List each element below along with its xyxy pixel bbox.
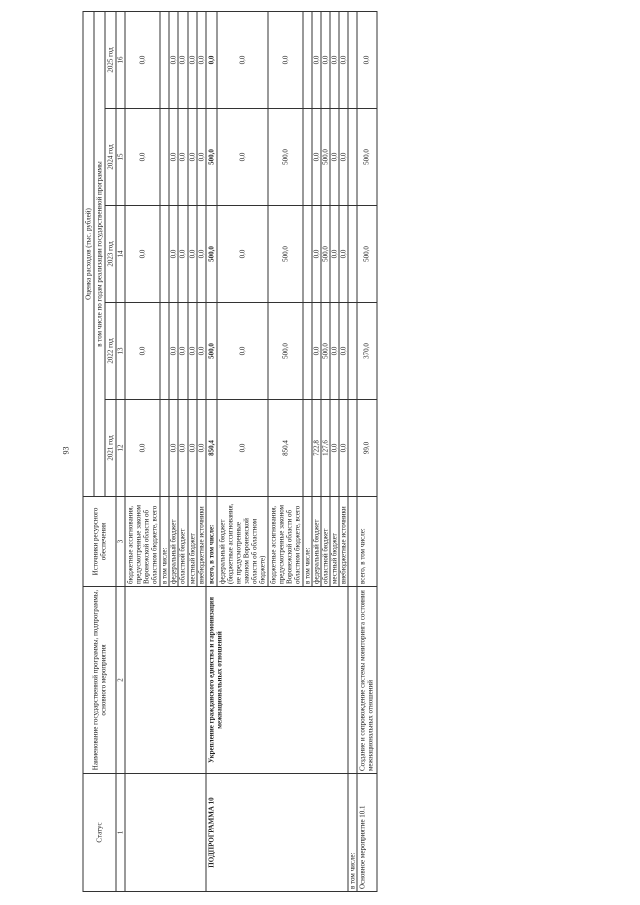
value-cell: 0,0 bbox=[178, 400, 187, 497]
source-cell: федеральный бюджет bbox=[312, 497, 321, 587]
value-cell: 500,0 bbox=[206, 109, 217, 206]
value-cell: 0,0 bbox=[197, 109, 206, 206]
value-cell: 500,0 bbox=[268, 109, 303, 206]
value-cell: 0,0 bbox=[268, 11, 303, 108]
page-number: 93 bbox=[61, 446, 71, 455]
table-row bbox=[348, 11, 357, 891]
source-cell: всего, в том числе: bbox=[357, 497, 376, 587]
source-cell: всего, в том числе: bbox=[206, 497, 217, 587]
value-cell: 722,8 bbox=[312, 400, 321, 497]
value-cell: 0,0 bbox=[312, 303, 321, 400]
value-cell: 850,4 bbox=[268, 400, 303, 497]
value-cell: 0,0 bbox=[125, 11, 160, 108]
source-cell: внебюджетные источники bbox=[339, 497, 348, 587]
source-cell: бюджетные ассигнования, предусмотренные законом Воронежской области об областном бюджете, всего bbox=[268, 497, 303, 587]
value-cell: 0,0 bbox=[217, 206, 268, 303]
source-cell: бюджетные ассигнования, предусмотренные законом Воронежской области об областном бюджете, всего bbox=[125, 497, 160, 587]
col-number: 3 bbox=[116, 497, 125, 587]
value-cell: 850,4 bbox=[206, 400, 217, 497]
value-cell: 0,0 bbox=[339, 303, 348, 400]
header-estimate: Оценка расходов (тыс. рублей) bbox=[83, 11, 94, 496]
header-year: 2021 год bbox=[105, 400, 116, 497]
value-cell: 0,0 bbox=[330, 400, 339, 497]
value-cell: 0,0 bbox=[312, 11, 321, 108]
source-cell: областной бюджет bbox=[321, 497, 330, 587]
value-cell: 0,0 bbox=[330, 303, 339, 400]
column-numbers-row bbox=[116, 11, 125, 891]
subprogram-status: ПОДПРОГРАММА 10 bbox=[206, 774, 349, 892]
value-cell: 0,0 bbox=[357, 11, 376, 108]
value-cell: 500,0 bbox=[206, 206, 217, 303]
value-cell: 0,0 bbox=[217, 109, 268, 206]
value-cell: 0,0 bbox=[188, 11, 197, 108]
header-source: Источники ресурсного обеспечения bbox=[83, 497, 116, 587]
value-cell: 0,0 bbox=[321, 11, 330, 108]
value-cell: 500,0 bbox=[321, 303, 330, 400]
col-number: 16 bbox=[116, 11, 125, 108]
value-cell: 500,0 bbox=[321, 206, 330, 303]
header-name: Наименование государственной программы, подпрограммы, основного мероприятия bbox=[83, 587, 116, 774]
source-cell: федеральный бюджет bbox=[169, 497, 178, 587]
header-year: 2022 год bbox=[105, 303, 116, 400]
expenses-table bbox=[83, 11, 378, 892]
value-cell: 0,0 bbox=[206, 11, 217, 108]
value-cell: 500,0 bbox=[357, 206, 376, 303]
value-cell: 0,0 bbox=[217, 400, 268, 497]
value-cell: 0,0 bbox=[188, 206, 197, 303]
table-row bbox=[125, 11, 160, 891]
event-status: Основное мероприятие 10.1 bbox=[357, 774, 376, 892]
col-number: 14 bbox=[116, 206, 125, 303]
table-row bbox=[357, 11, 376, 891]
value-cell: 0,0 bbox=[330, 206, 339, 303]
value-cell: 0,0 bbox=[188, 303, 197, 400]
value-cell: 127,6 bbox=[321, 400, 330, 497]
value-cell: 0,0 bbox=[339, 206, 348, 303]
value-cell: 0,0 bbox=[217, 303, 268, 400]
rotated-page bbox=[83, 12, 558, 892]
value-cell: 0,0 bbox=[197, 11, 206, 108]
value-cell: 500,0 bbox=[268, 206, 303, 303]
value-cell: 0,0 bbox=[169, 11, 178, 108]
col-number: 13 bbox=[116, 303, 125, 400]
col-number: 15 bbox=[116, 109, 125, 206]
table-row bbox=[206, 11, 217, 891]
value-cell: 0,0 bbox=[125, 303, 160, 400]
source-cell: областной бюджет bbox=[178, 497, 187, 587]
value-cell: 0,0 bbox=[312, 206, 321, 303]
value-cell: 0,0 bbox=[339, 400, 348, 497]
header-status: Статус bbox=[83, 774, 116, 892]
header-year: 2024 год bbox=[105, 109, 116, 206]
value-cell: 0,0 bbox=[197, 206, 206, 303]
value-cell: 0,0 bbox=[188, 400, 197, 497]
source-cell: федеральный бюджет (бюджетные ассигнования, не предусмотренные законом Воронежской области об областном бюджете) bbox=[217, 497, 268, 587]
col-number: 1 bbox=[116, 774, 125, 892]
header-year: 2023 год bbox=[105, 206, 116, 303]
value-cell: 0,0 bbox=[339, 11, 348, 108]
value-cell: 0,0 bbox=[188, 109, 197, 206]
value-cell: 500,0 bbox=[321, 109, 330, 206]
value-cell: 0,0 bbox=[169, 206, 178, 303]
header-year: 2025 год bbox=[105, 11, 116, 108]
value-cell: 0,0 bbox=[178, 11, 187, 108]
value-cell: 0,0 bbox=[178, 206, 187, 303]
source-cell: местный бюджет bbox=[330, 497, 339, 587]
value-cell: 0,0 bbox=[197, 400, 206, 497]
value-cell: 0,0 bbox=[217, 11, 268, 108]
value-cell: 0,0 bbox=[125, 400, 160, 497]
source-cell: в том числе: bbox=[303, 497, 312, 587]
value-cell: 0,0 bbox=[169, 303, 178, 400]
name-cell-empty bbox=[125, 587, 205, 774]
header-by-years: в том числе по годам реализации государственной программы bbox=[94, 11, 105, 496]
value-cell: 0,0 bbox=[339, 109, 348, 206]
source-cell: в том числе: bbox=[160, 497, 169, 587]
value-cell: 0,0 bbox=[169, 400, 178, 497]
subprogram-name: Укрепление гражданского единства и гармонизация межнациональных отношений bbox=[206, 587, 349, 774]
value-cell: 500,0 bbox=[357, 109, 376, 206]
event-name: Создание и сопровождение системы мониторинга состояния межнациональных отношений bbox=[357, 587, 376, 774]
value-cell: 99,0 bbox=[357, 400, 376, 497]
incl-label: в том числе: bbox=[348, 774, 357, 892]
value-cell: 0,0 bbox=[197, 303, 206, 400]
value-cell: 0,0 bbox=[178, 109, 187, 206]
source-cell: внебюджетные источники bbox=[197, 497, 206, 587]
value-cell: 0,0 bbox=[178, 303, 187, 400]
col-number: 2 bbox=[116, 587, 125, 774]
value-cell: 500,0 bbox=[206, 303, 217, 400]
value-cell: 500,0 bbox=[268, 303, 303, 400]
source-cell: местный бюджет bbox=[188, 497, 197, 587]
value-cell: 0,0 bbox=[125, 206, 160, 303]
value-cell: 370,0 bbox=[357, 303, 376, 400]
col-number: 12 bbox=[116, 400, 125, 497]
value-cell: 0,0 bbox=[125, 109, 160, 206]
value-cell: 0,0 bbox=[169, 109, 178, 206]
value-cell: 0,0 bbox=[312, 109, 321, 206]
status-cell-empty bbox=[125, 774, 205, 892]
value-cell: 0,0 bbox=[330, 109, 339, 206]
value-cell: 0,0 bbox=[330, 11, 339, 108]
